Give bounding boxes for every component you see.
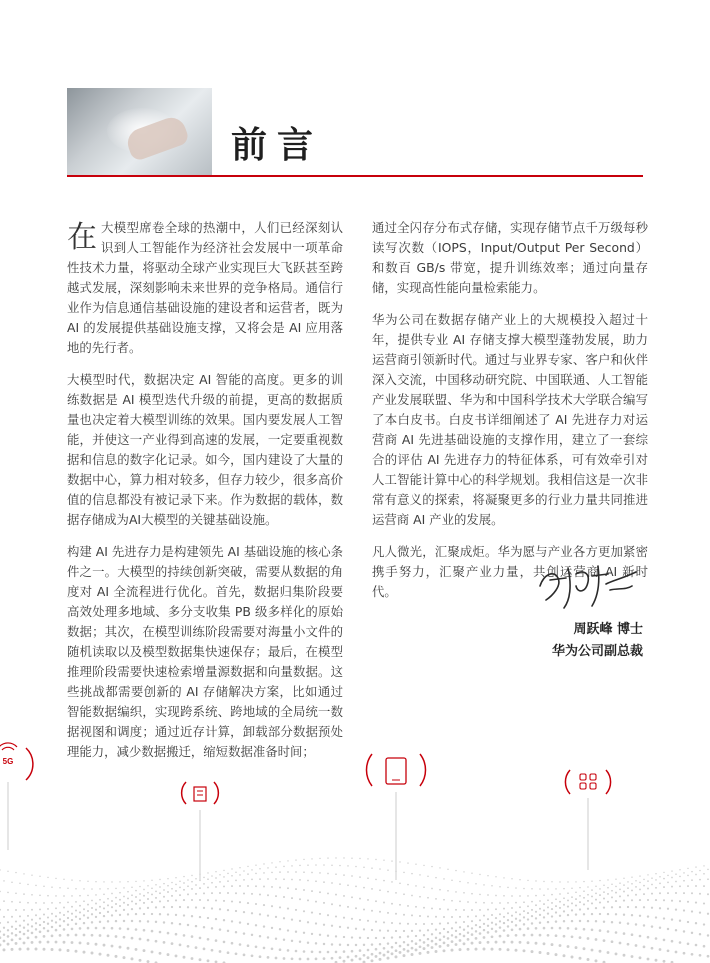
signature-icon (532, 556, 642, 616)
title-rule (67, 175, 643, 177)
right-paragraph-1: 通过全闪存分布式存储，实现存储节点千万级每秒读写次数（IOPS，Input/Output Per Second）和数百 GB/s 带宽，提升训练效率；通过向量存储，实现高性能向量检索能力。 (372, 220, 648, 295)
left-paragraph-3: 构建 AI 先进存力是构建领先 AI 基础设施的核心条件之一。大模型的持续创新突破，需要从数据的角度对 AI 全流程进行优化。首先，数据归集阶段要高效处理多地域、多分支收集 PB 级多样化的原始数据；其次，在模型训练阶段需要对海量小文件的随机读取以及模型数据集快速保存；最后，在模型推理阶段需要快速检索增量源数据和向量数据。这些挑战都需要创新的 AI 存储解决方案，比如通过智能数据编织，实现跨系统、跨地域的全局统一数据视图和调度；通过近存计算，卸载部分数据预处理能力，减少数据搬迁，缩短数据准备时间； (67, 544, 343, 759)
signature-title: 华为公司副总裁 (551, 644, 643, 659)
drop-cap: 在 (67, 220, 97, 255)
left-paragraph-1 (67, 218, 343, 358)
right-column (372, 218, 648, 614)
apps-grid-icon (565, 770, 610, 870)
right-paragraph-3: 凡人微光，汇聚成炬。华为愿与产业各方更加紧密携手努力，汇聚产业力量，共创运营商 AI 新时代。 (372, 544, 648, 599)
left-column (67, 218, 343, 774)
right-paragraph-2: 华为公司在数据存储产业上的大规模投入超过十年，提供专业 AI 存储支撑大模型蓬勃发展，助力运营商引领新时代。通过与业界专家、客户和伙伴深入交流，中国移动研究院、中国联通、人工智能产业发展联盟、华为和中国科学技术大学联合编写了本白皮书。白皮书详细阐述了 AI 先进存力对运营商 AI 先进基础设施的支撑作用，建立了一套综合的评估 AI 先进存力的特征体系，可有效牵引对人工智能计算中心的科学规划。我相信这是一次非常有意义的探索，将凝聚更多的行业力量共同推进运营商 AI 产业的发展。 (372, 312, 648, 527)
tablet-icon (366, 754, 425, 880)
dot-wave (0, 857, 710, 963)
5g-label: 5G (2, 757, 14, 766)
signature-name: 周跃峰 博士 (573, 622, 643, 637)
page-title: 前言 (231, 125, 324, 166)
left-paragraph-2: 大模型时代，数据决定 AI 智能的高度。更多的训练数据是 AI 模型迭代升级的前提，更高的数据质量也决定着大模型训练的效果。国内要发展人工智能，并使这一产业得到高速的发展，一定要重视数据和信息的数字化记录。如今，国内建设了大量的数据中心，算力相对较多，但存力较少，很多高价值的信息都没有被记录下来。作为数据的载体，数据存储成为AI大模型的关键基础设施。 (67, 372, 343, 527)
left-paragraph-1-text: 大模型席卷全球的热潮中，人们已经深刻认识到人工智能作为经济社会发展中一项革命性技术力量，将驱动全球产业实现巨大飞跃甚至跨越式发展，深刻影响未来世界的竞争格局。通信行业作为信息通信基础设施的建设者和运营者，既为 AI 的发展提供基础设施支撑，又将会是 AI 应用落地的先行者。 (67, 220, 343, 355)
building-icon (182, 782, 219, 880)
5g-icon (0, 743, 33, 850)
header-photo (67, 88, 212, 175)
bottom-decoration (0, 720, 710, 963)
